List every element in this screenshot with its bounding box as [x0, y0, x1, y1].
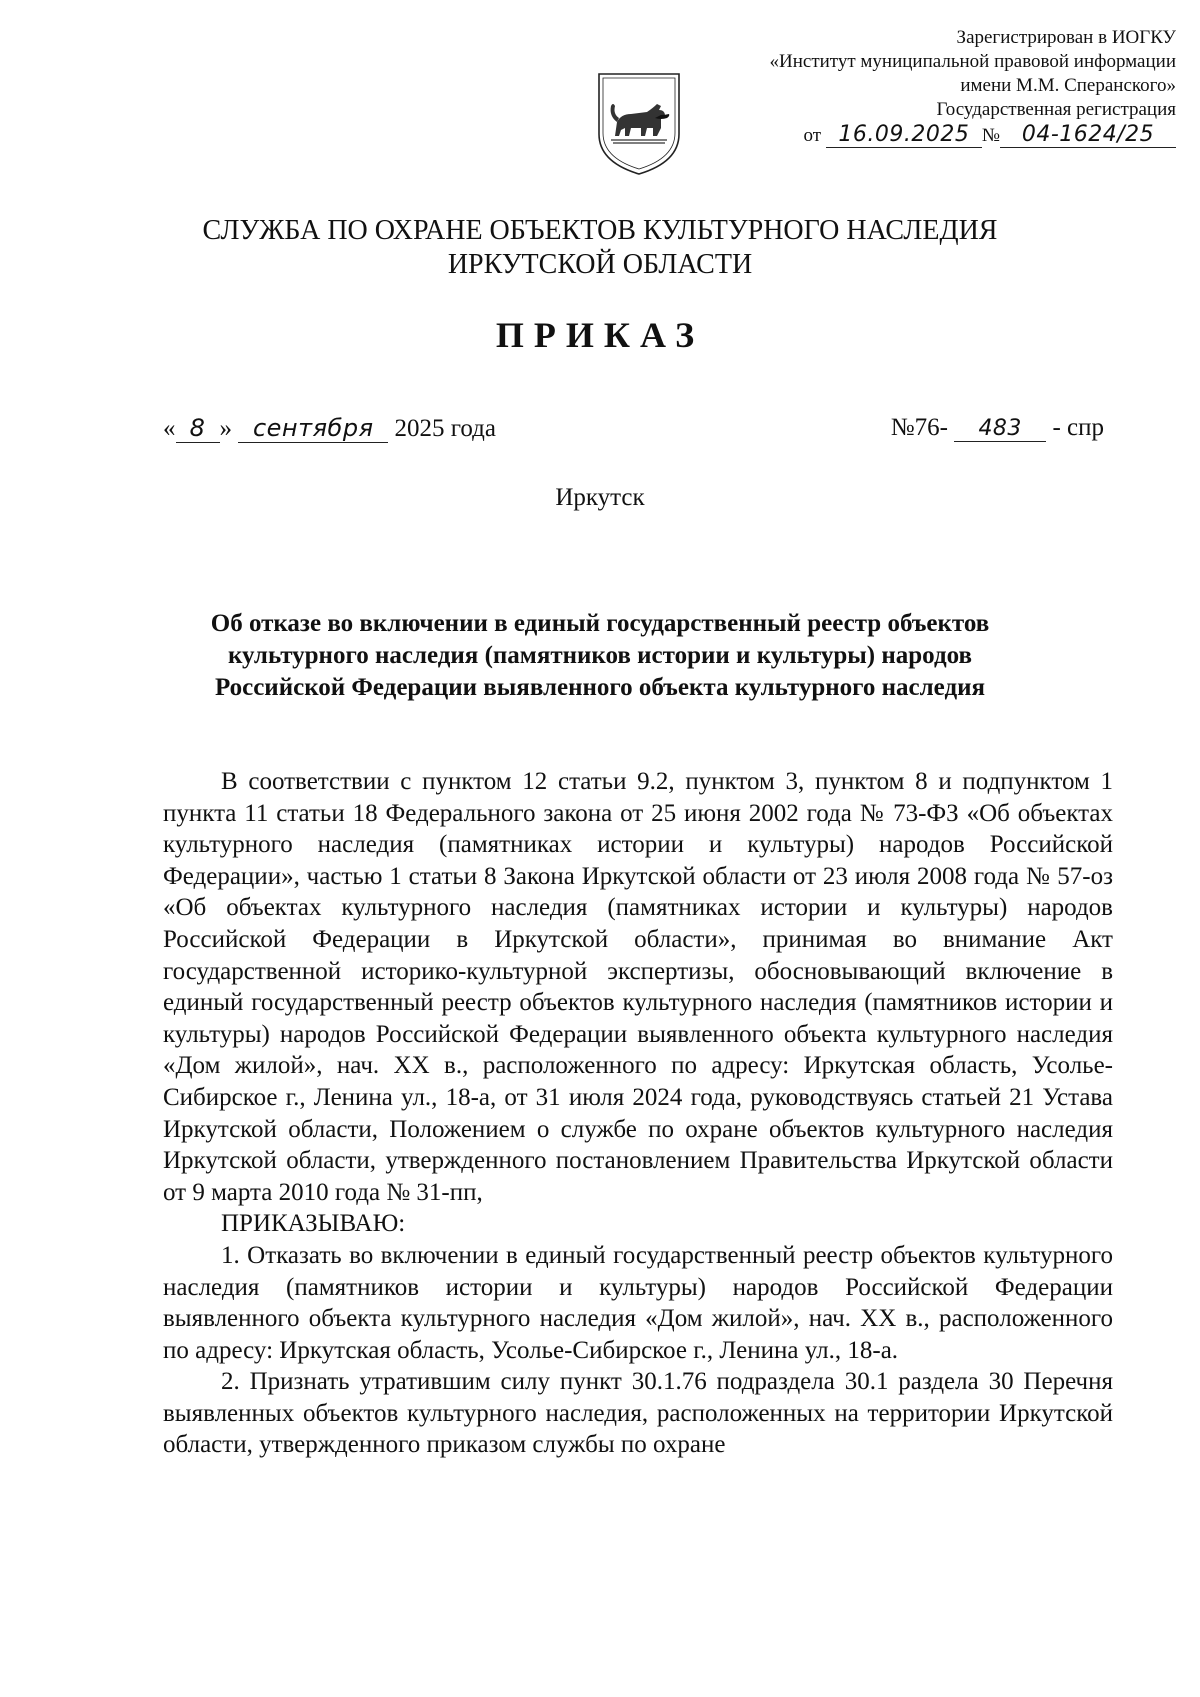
order-directive: ПРИКАЗЫВАЮ:	[221, 1210, 406, 1238]
date-close-quote: »	[219, 415, 232, 442]
order-number-suffix: - спр	[1052, 414, 1104, 441]
registration-date: 16.09.2025	[826, 123, 982, 148]
order-title-line-2: культурного наследия (памятников истории и культуры) народов	[227, 642, 972, 669]
order-number	[891, 414, 1104, 442]
city: Иркутск	[555, 484, 645, 511]
order-item-2: 2. Признать утратившим силу пункт 30.1.76 подраздела 30.1 раздела 30 Перечня выявленных объектов культурного наследия, расположенных на территории Иркутской области, утвержденного приказом службы по охране	[163, 1368, 1113, 1459]
registration-stamp	[656, 26, 1176, 148]
stamp-line-2: «Институт муниципальной правовой информации	[769, 51, 1176, 72]
order-title-line-3: Российской Федерации выявленного объекта культурного наследия	[214, 674, 986, 701]
stamp-line-1: Зарегистрирован в ИОГКУ	[956, 27, 1176, 48]
order-title	[150, 608, 1050, 704]
order-day: 8	[176, 414, 220, 443]
stamp-registration-row	[656, 123, 1176, 148]
stamp-number-label: №	[981, 125, 1000, 146]
order-item-1: 1. Отказать во включении в единый государственный реестр объектов культурного наследия (памятников истории и культуры) народов Российской Федерации выявленного объекта культурного наследия «Дом жилой», нач. XX в., расположенного по адресу: Иркутская область, Усолье-Сибирское г., Ленина ул., 18-а.	[163, 1241, 1113, 1364]
stamp-from-label: от	[803, 125, 822, 146]
irkutsk-coat-of-arms-icon	[595, 70, 683, 178]
order-title-line-1: Об отказе во включении в единый государственный реестр объектов	[210, 610, 990, 637]
date-open-quote: «	[163, 415, 176, 442]
organization-name	[0, 214, 1200, 282]
organization-name-line-2: ИРКУТСКОЙ ОБЛАСТИ	[447, 249, 753, 280]
organization-name-line-1: СЛУЖБА ПО ОХРАНЕ ОБЪЕКТОВ КУЛЬТУРНОГО НАСЛЕДИЯ	[202, 215, 998, 246]
order-year: 2025 года	[394, 415, 496, 442]
order-number-handwritten: 483	[954, 416, 1046, 442]
stamp-line-3: имени М.М. Сперанского»	[960, 75, 1176, 96]
document-type: ПРИКАЗ	[495, 315, 705, 355]
preamble-paragraph: В соответствии с пунктом 12 статьи 9.2, пунктом 3, пунктом 8 и подпунктом 1 пункта 11 статьи 18 Федерального закона от 25 июня 2002 года № 73-ФЗ «Об объектах культурного наследия (памятниках истории и культуры) народов Российской Федерации», частью 1 статьи 8 Закона Иркутской области от 23 июля 2008 года № 57-оз «Об объектах культурного наследия (памятниках истории и культуры) народов Российской Федерации в Иркутской области», принимая во внимание Акт государственной историко-культурной экспертизы, обосновывающий включение в единый государственный реестр объектов культурного наследия (памятников истории и культуры) народов Российской Федерации выявленного объекта культурного наследия «Дом жилой», нач. XX в., расположенного по адресу: Иркутская область, Усолье-Сибирское г., Ленина ул., 18-а, от 31 июля 2024 года, руководствуясь статьей 21 Устава Иркутской области, Положением о службе по охране объектов культурного наследия Иркутской области, утвержденного постановлением Правительства Иркутской области от 9 марта 2010 года № 31-пп,	[163, 768, 1113, 1206]
order-date	[163, 414, 496, 443]
order-body	[163, 766, 1113, 1461]
stamp-line-4: Государственная регистрация	[936, 99, 1176, 120]
registration-number: 04-1624/25	[1000, 123, 1176, 148]
order-month: сентября	[238, 414, 388, 443]
order-number-prefix: №76-	[890, 414, 948, 441]
